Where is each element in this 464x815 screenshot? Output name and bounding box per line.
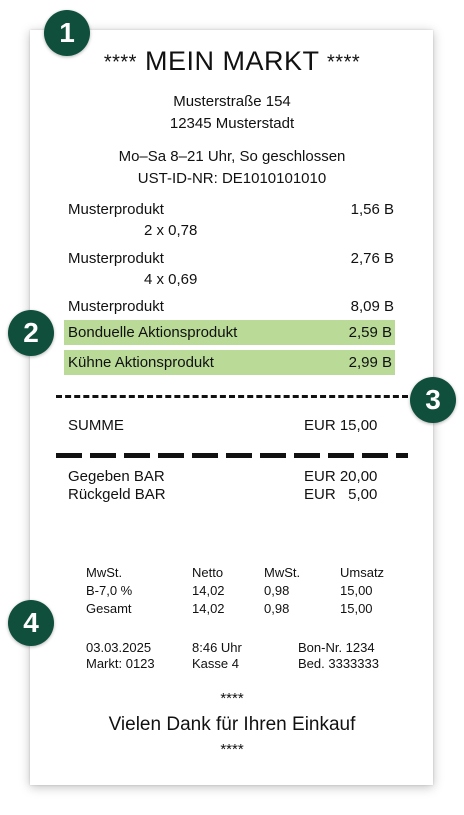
item-qty: 2 x 0,78 bbox=[144, 222, 198, 239]
store-name: MEIN MARKT bbox=[144, 46, 319, 76]
tax-header: Umsatz bbox=[340, 565, 385, 580]
promo-item-price: 2,99 B bbox=[348, 354, 392, 371]
receipt-time: 8:46 Uhr bbox=[192, 640, 242, 655]
tax-cell: 0,98 bbox=[264, 601, 290, 616]
paid-value: EUR 20,00 bbox=[304, 468, 378, 485]
register-number: Kasse 4 bbox=[192, 656, 239, 671]
tax-cell: Gesamt bbox=[86, 601, 132, 616]
item-price: 8,09 B bbox=[350, 298, 394, 315]
title-stars-right: **** bbox=[327, 51, 361, 74]
tax-cell: 15,00 bbox=[340, 601, 373, 616]
separator-dashed bbox=[56, 395, 408, 398]
receipt-number: Bon-Nr. 1234 bbox=[298, 640, 375, 655]
promo-item-name: Kühne Aktionsprodukt bbox=[68, 354, 214, 371]
footer-stars-top: **** bbox=[220, 690, 244, 707]
total-label: SUMME bbox=[68, 417, 124, 434]
item-price: 2,76 B bbox=[350, 250, 394, 267]
tax-header: Netto bbox=[192, 565, 224, 580]
tax-cell: 15,00 bbox=[340, 583, 373, 598]
marker-4-badge: 4 bbox=[8, 600, 54, 646]
street: Musterstraße 154 bbox=[173, 93, 291, 110]
vat-id: UST-ID-NR: DE1010101010 bbox=[137, 170, 327, 187]
marker-2-badge: 2 bbox=[8, 310, 54, 356]
tax-header: MwSt. bbox=[86, 565, 123, 580]
receipt bbox=[30, 30, 433, 785]
city: 12345 Musterstadt bbox=[169, 115, 295, 132]
tax-cell: 0,98 bbox=[264, 583, 290, 598]
receipt-date: 03.03.2025 bbox=[86, 640, 152, 655]
title-stars-left: **** bbox=[103, 51, 137, 74]
tax-cell: B-7,0 % bbox=[86, 583, 133, 598]
item-qty: 4 x 0,69 bbox=[144, 271, 198, 288]
change-label: Rückgeld BAR bbox=[68, 486, 166, 503]
thanks-message: Vielen Dank für Ihren Einkauf bbox=[108, 714, 356, 735]
promo-item-name: Bonduelle Aktionsprodukt bbox=[68, 324, 238, 341]
item-name: Musterprodukt bbox=[68, 250, 164, 267]
paid-label: Gegeben BAR bbox=[68, 468, 165, 485]
promo-item-price: 2,59 B bbox=[348, 324, 392, 341]
marker-3-badge: 3 bbox=[410, 377, 456, 423]
operator-number: Bed. 3333333 bbox=[298, 656, 379, 671]
tax-header: MwSt. bbox=[264, 565, 301, 580]
opening-hours: Mo–Sa 8–21 Uhr, So geschlossen bbox=[118, 148, 346, 165]
separator-double-dashed bbox=[56, 453, 408, 458]
marker-1-badge: 1 bbox=[44, 10, 90, 56]
tax-cell: 14,02 bbox=[192, 601, 225, 616]
change-value: EUR 5,00 bbox=[304, 486, 378, 503]
item-price: 1,56 B bbox=[350, 201, 394, 218]
item-name: Musterprodukt bbox=[68, 201, 164, 218]
footer-stars-bottom: **** bbox=[220, 741, 244, 758]
tax-cell: 14,02 bbox=[192, 583, 225, 598]
item-name: Musterprodukt bbox=[68, 298, 164, 315]
market-number: Markt: 0123 bbox=[86, 656, 155, 671]
total-value: EUR 15,00 bbox=[304, 417, 378, 434]
